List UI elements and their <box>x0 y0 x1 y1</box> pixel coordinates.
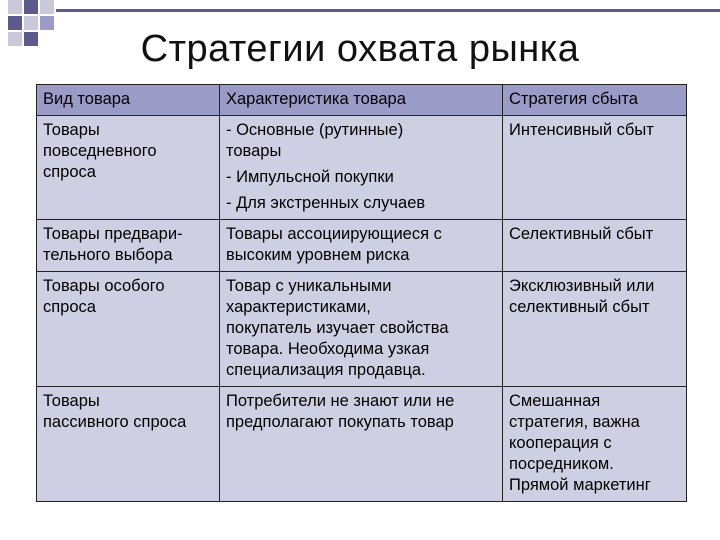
cell-characteristic: - Основные (рутинные) товары - Импульсной покупки - Для экстренных случаев <box>220 116 503 220</box>
deco-bar <box>56 9 720 12</box>
cell-product-type: Товары предвари- тельного выбора <box>37 220 220 272</box>
table-row <box>37 116 687 220</box>
header-product-characteristic: Характеристика товара <box>220 85 503 116</box>
table-header-row <box>37 85 687 116</box>
table-row <box>37 220 687 272</box>
cell-characteristic: Товар с уникальными характеристиками, покупатель изучает свойства товара. Необходима узкая специализация продавца. <box>220 272 503 387</box>
deco-square <box>40 0 54 14</box>
table-row <box>37 387 687 502</box>
cell-characteristic: Товары ассоциирующиеся с высоким уровнем риска <box>220 220 503 272</box>
cell-product-type: Товары повседневного спроса <box>37 116 220 220</box>
cell-product-type: Товары пассивного спроса <box>37 387 220 502</box>
cell-strategy: Смешанная стратегия, важна кооперация с посредником. Прямой маркетинг <box>503 387 687 502</box>
slide-title: Стратегии охвата рынка <box>140 28 580 70</box>
cell-strategy: Селективный сбыт <box>503 220 687 272</box>
cell-strategy: Эксклюзивный или селективный сбыт <box>503 272 687 387</box>
cell-product-type: Товары особого спроса <box>37 272 220 387</box>
header-product-type: Вид товара <box>37 85 220 116</box>
cell-strategy: Интенсивный сбыт <box>503 116 687 220</box>
cell-characteristic: Потребители не знают или не предполагают покупать товар <box>220 387 503 502</box>
table-row <box>37 272 687 387</box>
strategy-table <box>36 84 687 502</box>
header-sales-strategy: Стратегия сбыта <box>503 85 687 116</box>
deco-square <box>24 0 38 14</box>
deco-square <box>8 0 22 14</box>
